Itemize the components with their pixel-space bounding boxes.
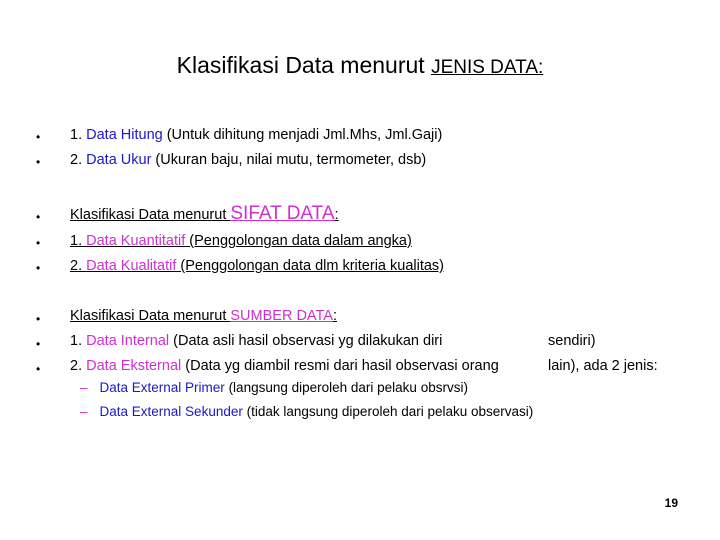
term-external-primer: Data External Primer bbox=[99, 380, 225, 395]
sub-item-sekunder bbox=[80, 404, 533, 419]
item-number: 2. bbox=[70, 358, 87, 374]
jenis-item-hitung bbox=[70, 127, 442, 143]
item-description: (Ukuran baju, nilai mutu, termometer, dsb) bbox=[151, 152, 427, 168]
term-external-sekunder: Data External Sekunder bbox=[99, 404, 243, 419]
page-number: 19 bbox=[664, 496, 678, 510]
heading-prefix: Klasifikasi Data menurut bbox=[70, 308, 231, 324]
jenis-item-ukur bbox=[70, 152, 426, 168]
bullet: • bbox=[36, 312, 41, 326]
item-description: (Untuk dihitung menjadi Jml.Mhs, Jml.Gaji) bbox=[162, 127, 443, 143]
sifat-item-kualitatif bbox=[70, 258, 444, 274]
item-number: 2. bbox=[70, 258, 87, 274]
sumber-item-internal bbox=[70, 333, 442, 349]
item-number: 1. bbox=[70, 333, 87, 349]
heading-prefix: Klasifikasi Data menurut bbox=[70, 207, 231, 223]
term-data-internal: Data Internal bbox=[86, 333, 170, 349]
sumber-item-internal-tail: sendiri) bbox=[548, 333, 596, 349]
term-data-hitung: Data Hitung bbox=[86, 127, 163, 143]
heading-emphasis: SUMBER DATA bbox=[230, 308, 333, 324]
heading-suffix: : bbox=[332, 308, 337, 324]
title-emphasis: JENIS DATA bbox=[431, 57, 539, 78]
item-number: 1. bbox=[70, 127, 87, 143]
bullet: • bbox=[36, 236, 41, 250]
bullet: • bbox=[36, 155, 41, 169]
term-data-eksternal: Data Eksternal bbox=[86, 358, 182, 374]
item-description: (Penggolongan data dlm kriteria kualitas) bbox=[176, 258, 444, 274]
item-description: (tidak langsung diperoleh dari pelaku observasi) bbox=[242, 404, 534, 419]
title-prefix: Klasifikasi Data menurut bbox=[176, 52, 432, 78]
bullet: • bbox=[36, 337, 41, 351]
item-number: 2. bbox=[70, 152, 87, 168]
dash-marker: – bbox=[80, 404, 88, 419]
item-description: (Data yg diambil resmi dari hasil observasi orang bbox=[181, 358, 499, 374]
bullet: • bbox=[36, 210, 41, 224]
sub-item-primer bbox=[80, 380, 468, 395]
title-suffix: : bbox=[538, 57, 544, 78]
term-data-kualitatif: Data Kualitatif bbox=[86, 258, 177, 274]
sifat-heading bbox=[70, 203, 339, 225]
term-data-kuantitatif: Data Kuantitatif bbox=[86, 233, 186, 249]
heading-emphasis: SIFAT DATA bbox=[230, 203, 335, 224]
item-description: (Penggolongan data dalam angka) bbox=[185, 233, 412, 249]
sumber-item-eksternal-tail: lain), ada 2 jenis: bbox=[548, 358, 658, 374]
sifat-item-kuantitatif bbox=[70, 233, 412, 249]
sumber-heading bbox=[70, 308, 337, 324]
slide-title bbox=[0, 52, 720, 79]
bullet: • bbox=[36, 362, 41, 376]
bullet: • bbox=[36, 130, 41, 144]
sumber-item-eksternal bbox=[70, 358, 499, 374]
item-number: 1. bbox=[70, 233, 87, 249]
term-data-ukur: Data Ukur bbox=[86, 152, 152, 168]
dash-marker: – bbox=[80, 380, 88, 395]
item-description: (langsung diperoleh dari pelaku obsrvsi) bbox=[224, 380, 468, 395]
item-description: (Data asli hasil observasi yg dilakukan diri bbox=[169, 333, 443, 349]
bullet: • bbox=[36, 261, 41, 275]
heading-suffix: : bbox=[334, 207, 339, 223]
